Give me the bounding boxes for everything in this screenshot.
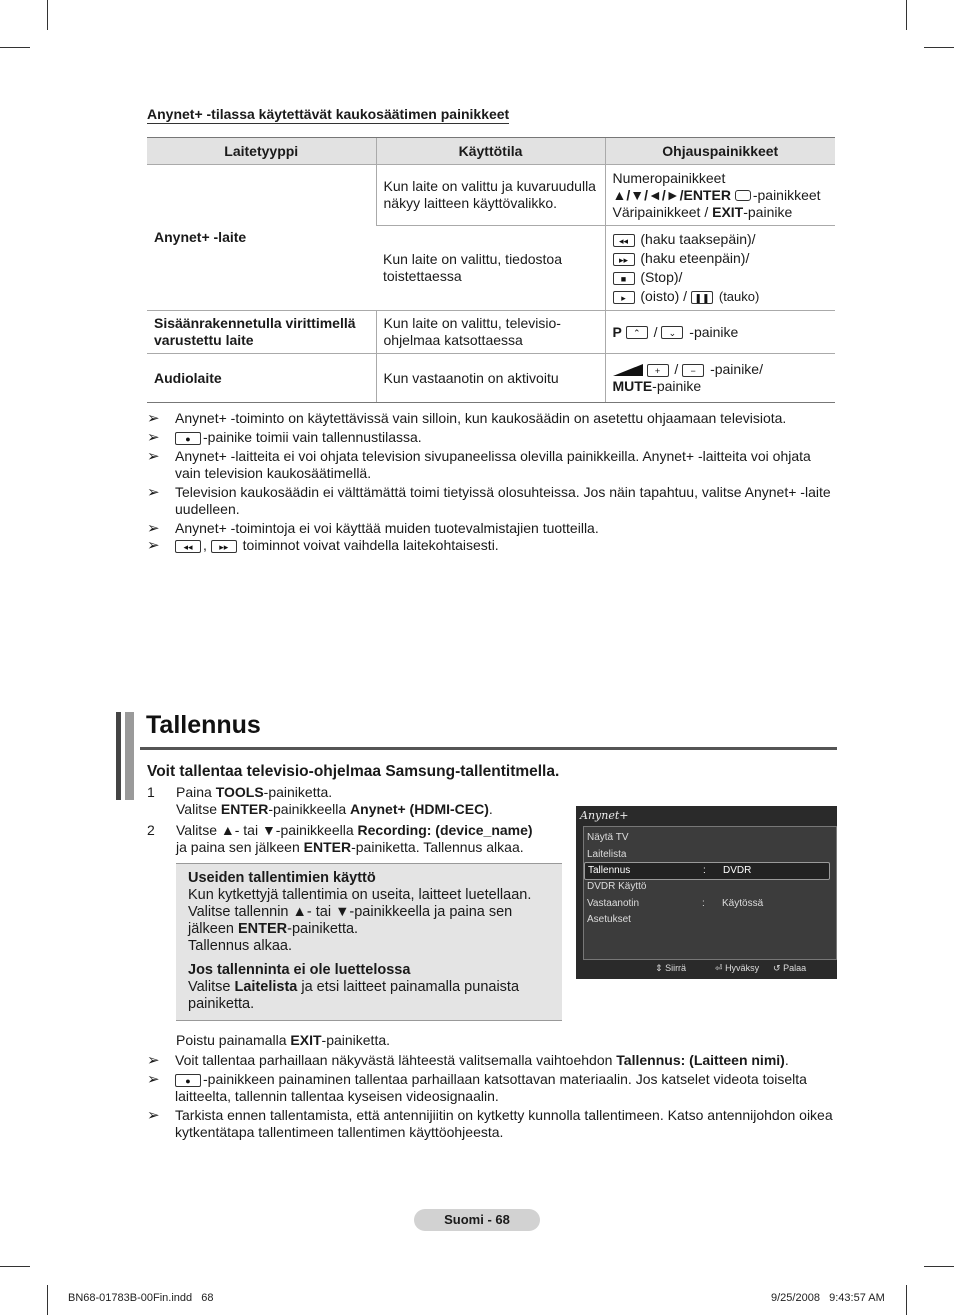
stop-icon: ■ [613,272,635,285]
rewind-icon: ◂◂ [613,234,635,247]
arrow-icon: ➢ [147,448,160,465]
enter-icon: ⏎ [715,963,723,973]
section-subtitle: Voit tallentaa televisio-ohjelmaa Samsung-tallentitmella. [147,763,560,780]
step-text: -painiketta. Tallennus alkaa. [351,839,524,855]
info-box [176,863,562,1021]
control-text: -painike [689,323,739,340]
enter-icon [735,190,751,201]
note-text: Television kaukosäädin ei välttämättä toimi tietyissä olosuhteissa. Jos näin tapahtuu, valitse Anynet+ -laite uudelleen. [175,484,831,517]
note-item [147,1107,837,1141]
control-strong: P [612,323,622,340]
box-paragraph [188,979,558,1013]
crop-mark [906,0,907,30]
fast-forward-icon: ▸▸ [613,253,635,266]
notes-list [147,410,837,556]
control-text: (haku eteenpäin)/ [640,250,750,266]
device-cell: Anynet+ -laite [147,165,376,311]
step-1 [176,784,566,818]
control-text: -painike [652,378,702,394]
control-text: / [674,361,679,377]
note-item: ➢ ◂◂ , ▸▸ toiminnot voivat vaihdella laitekohtaisesti. [147,537,499,554]
exit-instruction [176,1032,390,1048]
control-text: (tauko) [718,289,760,304]
arrow-icon: ➢ [147,484,160,501]
updown-icon: ⇕ [655,963,663,973]
note-item [147,484,837,518]
crop-mark [0,47,30,48]
record-icon: ● [175,1074,201,1087]
note-text: Anynet+ -toimintoja ei voi käyttää muiden tuotevalmistajien tuotteilla. [175,520,599,536]
control-text: (Stop)/ [640,269,683,285]
mode-cell: Kun laite on valittu, televisio-ohjelmaa katsottaessa [376,311,605,354]
step-text: Valitse [176,801,221,817]
control-line [613,378,829,395]
osd-menu-item[interactable] [584,896,836,912]
section-title: Tallennus [146,711,261,739]
note-text: toiminnot voivat vaihdella laitekohtaisesti. [242,537,499,553]
table-row [147,354,835,403]
file-name: BN68-01783B-00Fin.indd 68 [68,1292,214,1304]
step-number: 1 [147,784,155,800]
return-icon: ↺ [773,963,781,973]
volume-down-icon: − [682,364,704,377]
osd-menu-item[interactable] [584,879,836,895]
crop-mark [924,1266,954,1267]
control-text: -painikkeet [752,186,821,203]
step-strong: Recording: (device_name) [357,822,533,838]
control-text: Väripainikkeet / [612,203,713,220]
osd-item-sep: : [703,865,706,876]
osd-hint-text: Siirrä [665,963,687,973]
control-line: Numeropainikkeet [612,169,726,186]
step-strong: EXIT [290,1032,322,1048]
print-date: 9/25/2008 9:43:57 AM [771,1292,885,1304]
box-heading: Useiden tallentimien käyttö [188,870,376,886]
control-line [613,187,829,204]
control-line [613,268,829,287]
box-text: ja etsi laitteet painamalla punaista painiketta. [188,979,520,1012]
note-text: -painike toimii vain tallennustilassa. [203,429,422,445]
step-text: -painikkeella [268,801,351,817]
volume-icon [613,364,643,376]
note-text: -painikkeen painaminen tallentaa parhaillaan katsottavan materiaalin. Jos katselet videota toiselta laitteelta, tallennin tallentaa kyseisen videosignaalin. [175,1071,807,1104]
osd-menu-item[interactable] [584,830,836,846]
mode-cell: Kun vastaanotin on aktivoitu [376,354,605,403]
column-header: Käyttötila [376,138,605,165]
note-text: Anynet+ -laitteita ei voi ohjata television sivupaneelissa olevilla painikkeilla. Anynet+ -laitteita voi ohjata vain television kaukosäätimellä. [175,448,811,481]
osd-menu-item[interactable] [584,912,836,928]
control-cell [605,226,835,311]
play-icon: ▸ [613,291,635,304]
osd-item-label: Laitelista [587,849,627,860]
control-line [613,249,829,268]
control-line [613,204,829,221]
note-item [147,410,837,427]
osd-menu-item-selected[interactable] [584,862,830,880]
anynet-osd-menu [576,806,837,979]
note-item [147,1071,837,1105]
osd-item-value: DVDR [723,865,752,876]
osd-item-label: Näytä TV [587,832,629,843]
box-paragraph [188,887,558,955]
osd-hint-text: Palaa [783,963,807,973]
arrow-icon: ➢ [147,537,160,554]
notes-list-bottom [147,1052,837,1143]
control-text: -painike/ [710,361,763,377]
channel-down-icon: ⌄ [661,326,683,339]
device-cell: Audiolaite [147,354,376,403]
fast-forward-icon: ▸▸ [211,540,237,553]
crop-mark [906,1285,907,1315]
box-text: Kun kytkettyjä tallentimia on useita, laitteet luetellaan. Valitse tallennin ▲- tai ▼-painikkeella ja paina sen jälkeen [188,887,532,937]
section-marker [116,712,134,800]
control-strong: MUTE [612,378,653,394]
step-strong: TOOLS [215,784,264,800]
control-strong: EXIT [712,203,744,220]
box-strong: ENTER [237,921,288,937]
osd-hint-move [655,963,686,974]
step-strong: ENTER [303,839,352,855]
column-header: Laitetyyppi [147,138,376,165]
osd-item-label: Asetukset [587,914,631,925]
step-text: -painiketta. [263,784,333,800]
note-strong: Tallennus: (Laitteen nimi) [616,1052,785,1068]
osd-item-value: Käytössä [722,898,764,909]
osd-hint-text: Hyväksy [725,963,760,973]
step-strong: Anynet+ (HDMI-CEC) [350,801,489,817]
osd-menu-item[interactable] [584,847,836,863]
step-text: ja paina sen jälkeen [176,839,304,855]
mode-cell: Kun laite on valittu ja kuvaruudulla näkyy laitteen käyttövalikko. [376,165,605,226]
mode-cell: Kun laite on valittu, tiedostoa toistettaessa [376,226,605,311]
arrow-icon: ➢ [147,1071,160,1088]
table-row [147,311,835,354]
control-strong: ▲/▼/◄/►/ENTER [612,186,731,203]
step-strong: ENTER [220,801,269,817]
note-item [147,448,837,482]
step-text: Valitse ▲- tai ▼-painikkeella [176,822,358,838]
note-item [147,1052,837,1069]
control-text: / [653,323,658,340]
column-header: Ohjauspainikkeet [605,138,835,165]
osd-item-label: DVDR Käyttö [587,881,647,892]
table-header-row [147,138,835,165]
section-divider [140,747,837,750]
crop-mark [924,47,954,48]
control-text: (haku taaksepäin)/ [640,231,756,247]
crop-mark [47,1285,48,1315]
anynet-logo: Anynet+ [580,809,629,822]
box-text: Tallennus alkaa. [188,938,292,954]
page-number: Suomi - 68 [414,1209,540,1231]
step-number: 2 [147,822,155,838]
note-text: Anynet+ -toiminto on käytettävissä vain silloin, kun kaukosäädin on asetettu ohjaamaan televisiota. [175,410,787,426]
arrow-icon: ➢ [147,520,160,537]
control-line [613,230,829,249]
table-heading: Anynet+ -tilassa käytettävät kaukosäätimen painikkeet [147,106,510,122]
step-text: Poistu painamalla [176,1032,291,1048]
step-text: Paina [176,784,216,800]
note-text: Voit tallentaa parhaillaan näkyvästä lähteestä valitsemalla vaihtoehdon [175,1052,617,1068]
note-text: Tarkista ennen tallentamista, että antennijiitin on kytketty kunnolla tallentimeen. Katso antennijohdon oikea kytkentätapa tallentimeen tallentimen käyttöohjeesta. [175,1107,833,1140]
step-2 [176,822,566,856]
note-item [147,429,837,446]
box-text: -painiketta. [287,921,359,937]
control-text: (oisto) / [640,288,688,304]
note-text: . [784,1052,789,1068]
record-icon: ● [175,432,201,445]
osd-hint-ok [715,963,759,974]
box-strong: Laitelista [234,979,298,995]
crop-mark [0,1266,30,1267]
pause-icon: ❚❚ [691,291,713,304]
control-line [613,361,829,378]
crop-mark [47,0,48,30]
control-line [613,287,829,306]
control-text: -painike [743,203,793,220]
osd-hint-back [773,963,806,974]
step-text: . [488,801,493,817]
table-row [147,165,835,226]
control-cell [605,165,835,226]
osd-item-label: Tallennus [588,865,631,876]
anynet-button-table [147,137,835,403]
rewind-icon: ◂◂ [175,540,201,553]
arrow-icon: ➢ [147,429,160,446]
device-cell: Sisäänrakennetulla virittimellä varustettu laite [147,311,376,354]
osd-item-sep: : [702,898,705,909]
control-cell [605,311,835,354]
arrow-icon: ➢ [147,410,160,427]
control-cell [605,354,835,403]
osd-item-label: Vastaanotin [587,898,640,909]
arrow-icon: ➢ [147,1052,160,1069]
arrow-icon: ➢ [147,1107,160,1124]
volume-up-icon: + [647,364,669,377]
osd-menu-panel [583,826,837,960]
box-heading: Jos tallenninta ei ole luettelossa [188,962,411,978]
note-item [147,520,837,537]
channel-up-icon: ⌃ [626,326,648,339]
box-text: Valitse [188,979,235,995]
step-text: -painiketta. [321,1032,391,1048]
